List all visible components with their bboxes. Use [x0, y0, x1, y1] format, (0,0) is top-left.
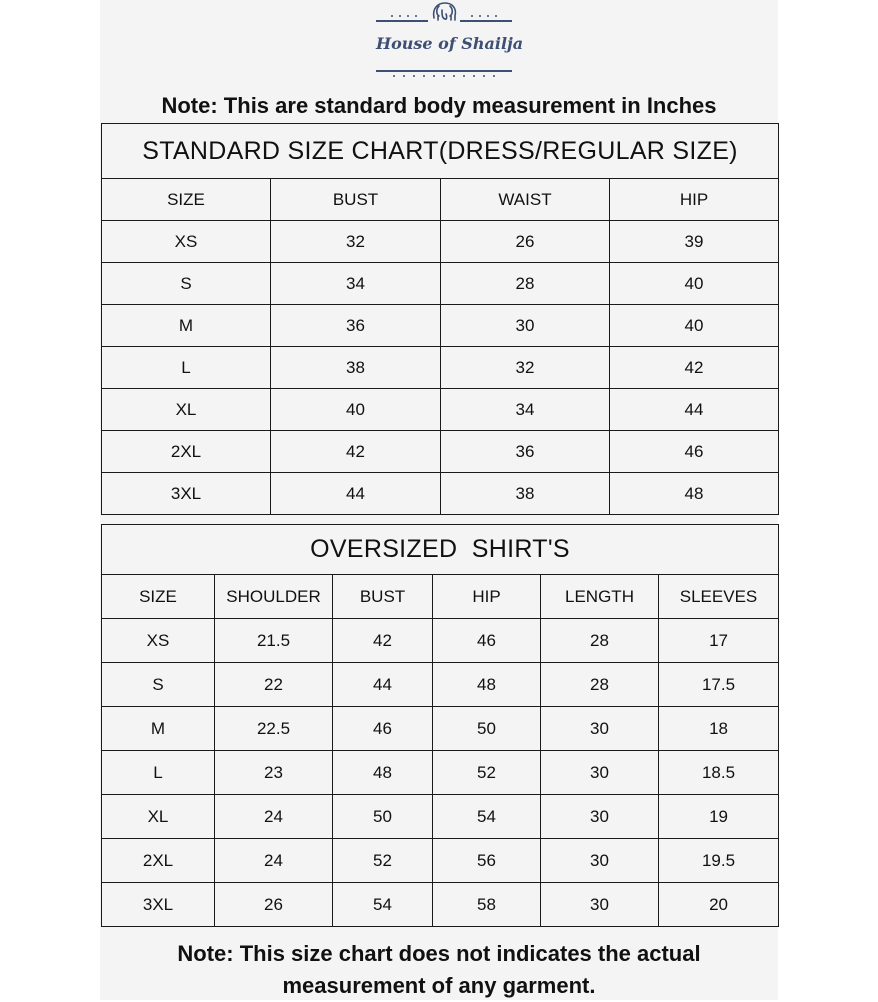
- table-row: [102, 619, 779, 663]
- table-cell: 52: [333, 839, 433, 883]
- table-cell: 44: [271, 473, 441, 515]
- note-bottom: [100, 938, 778, 1002]
- table-cell: 30: [541, 839, 659, 883]
- table-cell: XS: [102, 619, 215, 663]
- table-cell: 2XL: [102, 839, 215, 883]
- column-header: SIZE: [102, 179, 271, 221]
- table-row: [102, 839, 779, 883]
- table-cell: 26: [441, 221, 610, 263]
- table-row: [102, 707, 779, 751]
- table-cell: 17: [659, 619, 779, 663]
- table-cell: 40: [271, 389, 441, 431]
- column-header: BUST: [333, 575, 433, 619]
- note-bottom-line2: measurement of any garment.: [282, 973, 596, 998]
- oversized-chart-title: OVERSIZED SHIRT'S: [102, 525, 779, 575]
- table-cell: 30: [441, 305, 610, 347]
- table-row: [102, 305, 779, 347]
- table-cell: 28: [541, 663, 659, 707]
- table-cell: M: [102, 305, 271, 347]
- table-cell: 42: [333, 619, 433, 663]
- note-bottom-line1: Note: This size chart does not indicates the actual: [177, 941, 701, 966]
- table-row: [102, 431, 779, 473]
- table-cell: 34: [271, 263, 441, 305]
- table-row: [102, 347, 779, 389]
- table-cell: 22.5: [215, 707, 333, 751]
- table-header-row: [102, 575, 779, 619]
- table-cell: 50: [333, 795, 433, 839]
- table-cell: 30: [541, 707, 659, 751]
- table-cell: 48: [333, 751, 433, 795]
- table-cell: 3XL: [102, 473, 271, 515]
- standard-size-table: [101, 123, 779, 515]
- table-cell: 40: [610, 305, 779, 347]
- table-cell: 24: [215, 795, 333, 839]
- table-cell: 28: [441, 263, 610, 305]
- table-row: [102, 663, 779, 707]
- table-cell: 26: [215, 883, 333, 927]
- column-header: BUST: [271, 179, 441, 221]
- table-cell: 38: [441, 473, 610, 515]
- table-cell: 54: [433, 795, 541, 839]
- table-cell: XL: [102, 795, 215, 839]
- column-header: SIZE: [102, 575, 215, 619]
- table-cell: 34: [441, 389, 610, 431]
- table-cell: 56: [433, 839, 541, 883]
- table-cell: 30: [541, 883, 659, 927]
- table-cell: 32: [271, 221, 441, 263]
- brand-logo: [376, 0, 524, 80]
- table-row: [102, 795, 779, 839]
- table-row: [102, 263, 779, 305]
- oversized-shirts-table: [101, 524, 779, 927]
- table-row: [102, 473, 779, 515]
- table-cell: S: [102, 663, 215, 707]
- table-cell: 19.5: [659, 839, 779, 883]
- table-cell: 30: [541, 795, 659, 839]
- table-cell: 17.5: [659, 663, 779, 707]
- table-cell: 30: [541, 751, 659, 795]
- table-cell: S: [102, 263, 271, 305]
- column-header: SHOULDER: [215, 575, 333, 619]
- table-cell: L: [102, 751, 215, 795]
- table-cell: 2XL: [102, 431, 271, 473]
- table-cell: 19: [659, 795, 779, 839]
- table-cell: 36: [441, 431, 610, 473]
- column-header: SLEEVES: [659, 575, 779, 619]
- column-header: WAIST: [441, 179, 610, 221]
- table-row: [102, 751, 779, 795]
- table-cell: 20: [659, 883, 779, 927]
- table-cell: 42: [610, 347, 779, 389]
- table-row: [102, 883, 779, 927]
- table-cell: 38: [271, 347, 441, 389]
- table-cell: L: [102, 347, 271, 389]
- table-row: [102, 389, 779, 431]
- table-cell: XS: [102, 221, 271, 263]
- column-header: HIP: [433, 575, 541, 619]
- table-cell: 44: [610, 389, 779, 431]
- table-cell: 32: [441, 347, 610, 389]
- table-cell: 48: [610, 473, 779, 515]
- table-cell: 18: [659, 707, 779, 751]
- table-cell: 50: [433, 707, 541, 751]
- table-cell: 44: [333, 663, 433, 707]
- table-cell: 52: [433, 751, 541, 795]
- table-cell: 54: [333, 883, 433, 927]
- table-cell: 23: [215, 751, 333, 795]
- note-top: Note: This are standard body measurement in Inches: [161, 93, 717, 118]
- table-cell: 3XL: [102, 883, 215, 927]
- column-header: LENGTH: [541, 575, 659, 619]
- table-cell: 39: [610, 221, 779, 263]
- brand-name: House of Shailja: [376, 34, 524, 53]
- table-cell: 40: [610, 263, 779, 305]
- table-cell: 48: [433, 663, 541, 707]
- table-cell: M: [102, 707, 215, 751]
- table-cell: 42: [271, 431, 441, 473]
- table-cell: 24: [215, 839, 333, 883]
- table-cell: 46: [433, 619, 541, 663]
- table-cell: 21.5: [215, 619, 333, 663]
- column-header: HIP: [610, 179, 779, 221]
- table-cell: 36: [271, 305, 441, 347]
- table-cell: 28: [541, 619, 659, 663]
- table-row: [102, 221, 779, 263]
- table-cell: 58: [433, 883, 541, 927]
- table-header-row: [102, 179, 779, 221]
- table-cell: 46: [333, 707, 433, 751]
- table-cell: 46: [610, 431, 779, 473]
- standard-chart-title: STANDARD SIZE CHART(DRESS/REGULAR SIZE): [102, 124, 779, 179]
- table-cell: 22: [215, 663, 333, 707]
- table-cell: 18.5: [659, 751, 779, 795]
- table-cell: XL: [102, 389, 271, 431]
